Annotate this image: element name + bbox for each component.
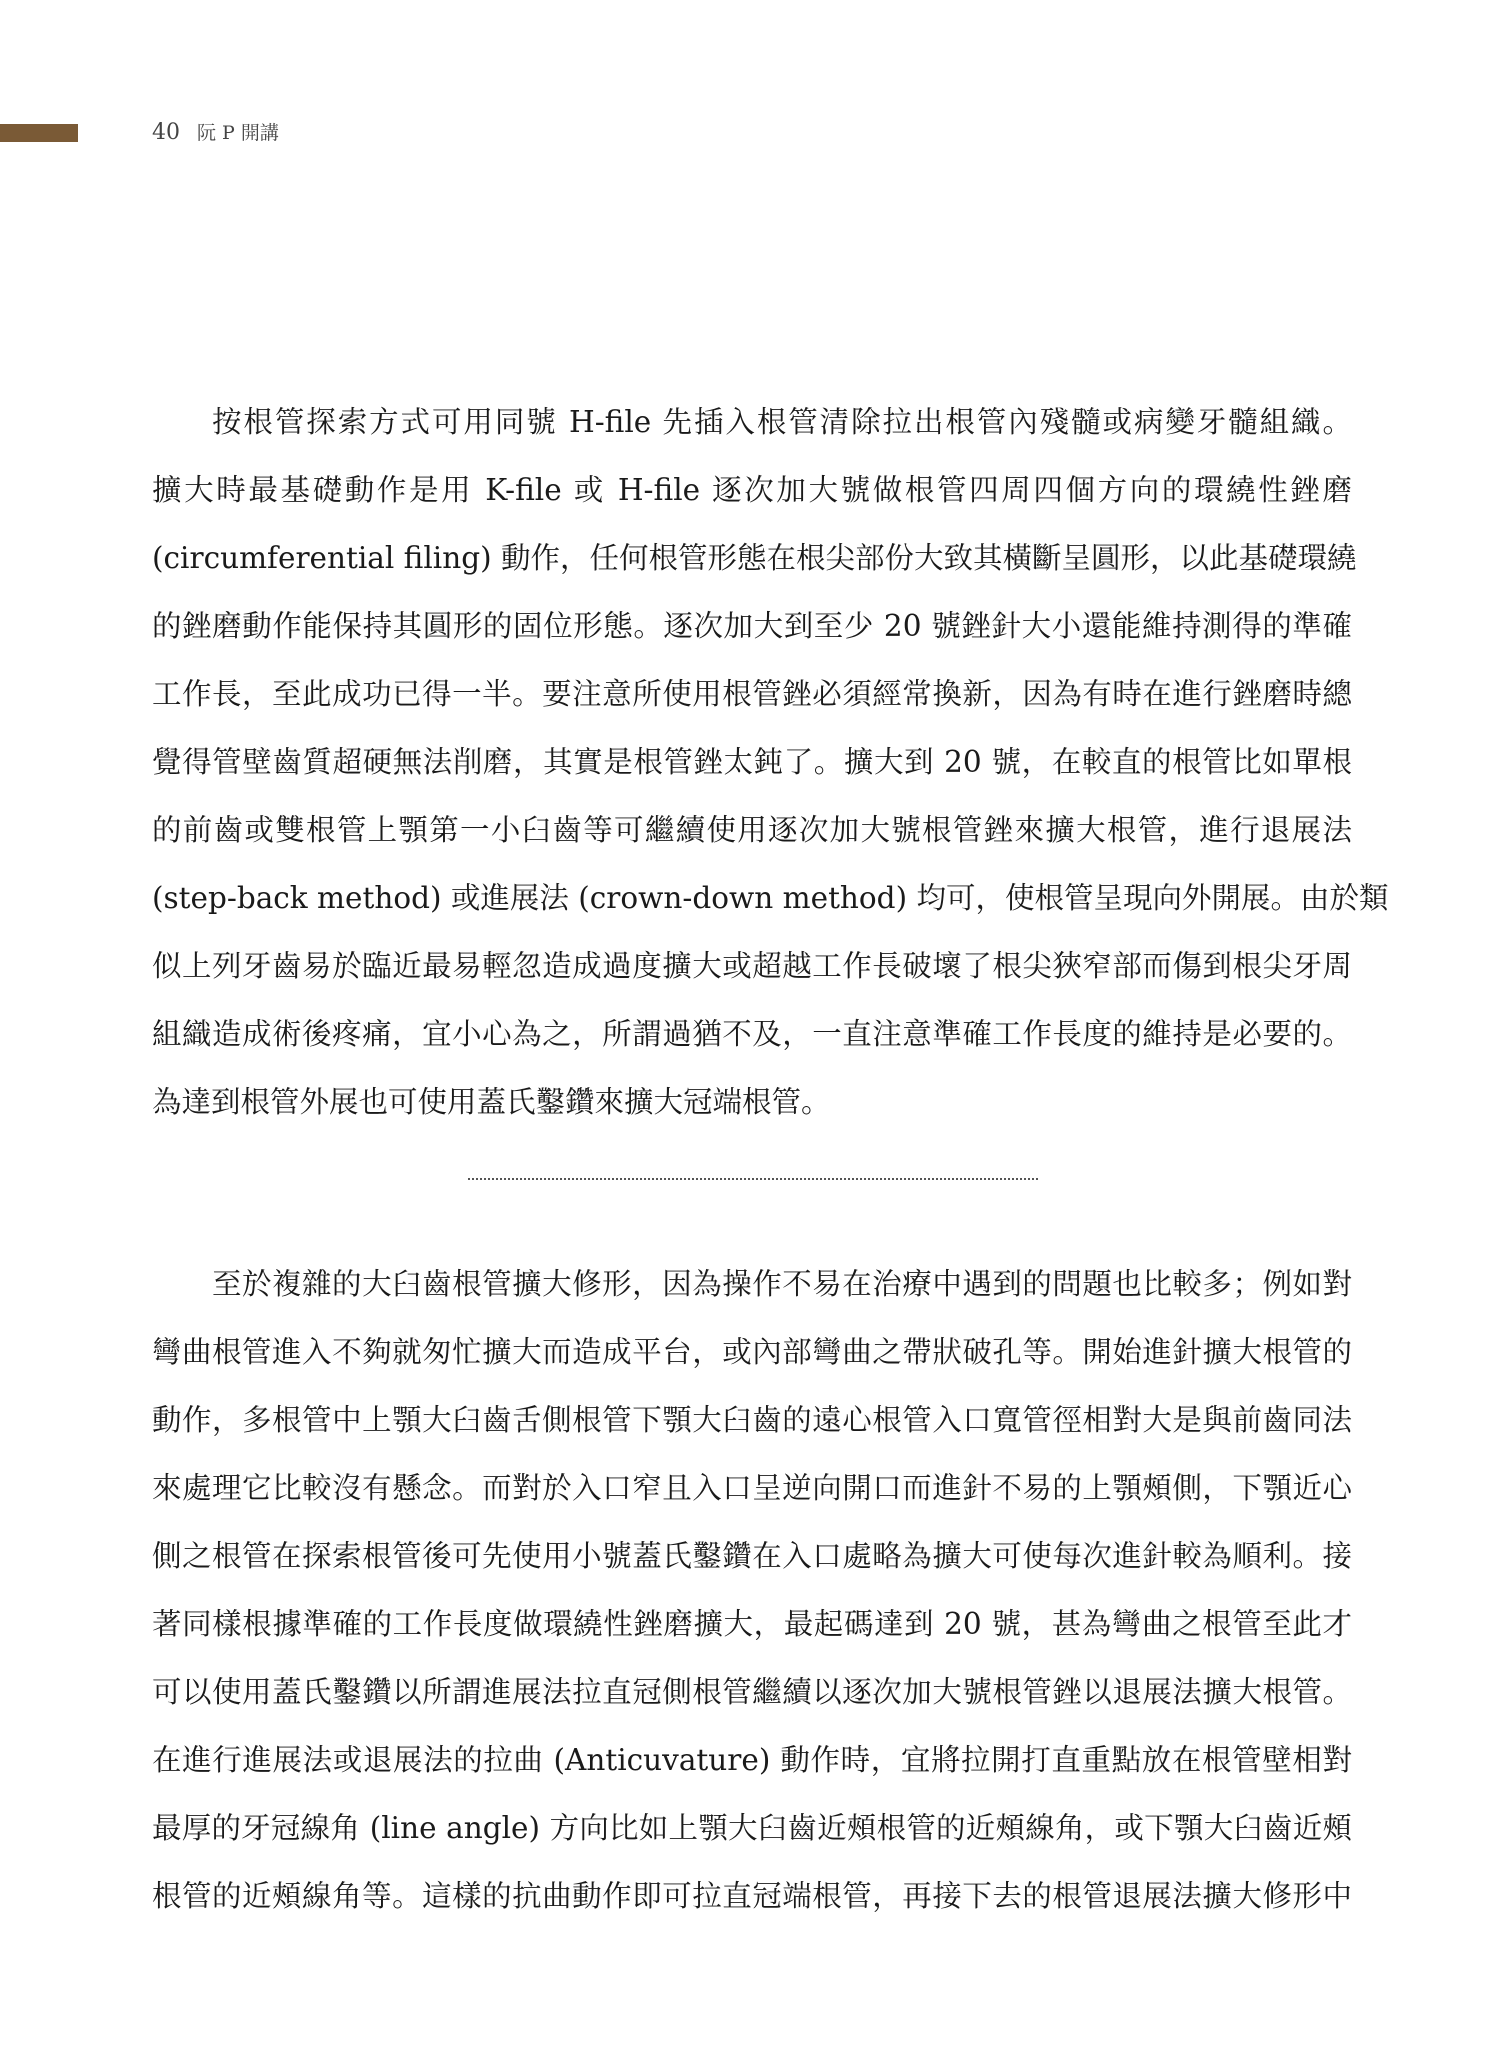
text-line: 最厚的牙冠線角 (line angle) 方向比如上顎大臼齒近頰根管的近頰線角，或下顎大臼齒近頰 <box>152 1811 1352 1845</box>
text-line: (step-back method) 或進展法 (crown-down method) 均可，使根管呈現向外開展。由於類 <box>152 881 1389 915</box>
text-line: 可以使用蓋氏鑿鑽以所謂進展法拉直冠側根管繼續以逐次加大號根管銼以退展法擴大根管。 <box>152 1675 1352 1709</box>
paragraph-1 <box>152 388 1389 1136</box>
text-line: 組織造成術後疼痛，宜小心為之，所謂過猶不及，一直注意準確工作長度的維持是必要的。 <box>152 1017 1352 1051</box>
text-line: 的銼磨動作能保持其圓形的固位形態。逐次加大到至少 20 號銼針大小還能維持測得的準確 <box>152 609 1352 643</box>
text-line: 動作，多根管中上顎大臼齒舌側根管下顎大臼齒的遠心根管入口寬管徑相對大是與前齒同法 <box>152 1403 1352 1437</box>
text-line: 根管的近頰線角等。這樣的抗曲動作即可拉直冠端根管，再接下去的根管退展法擴大修形中 <box>152 1879 1352 1913</box>
text-line: 為達到根管外展也可使用蓋氏鑿鑽來擴大冠端根管。 <box>152 1085 831 1119</box>
running-head <box>152 120 279 146</box>
text-line: (circumferential filing) 動作，任何根管形態在根尖部份大致其橫斷呈圓形，以此基礎環繞 <box>152 541 1357 575</box>
book-title: 阮 P 開講 <box>197 122 279 144</box>
paragraph-2 <box>152 1250 1352 1930</box>
text-line: 至於複雜的大臼齒根管擴大修形，因為操作不易在治療中遇到的問題也比較多；例如對 <box>212 1267 1352 1301</box>
text-line: 的前齒或雙根管上顎第一小臼齒等可繼續使用逐次加大號根管銼來擴大根管，進行退展法 <box>152 813 1352 847</box>
text-line: 擴大時最基礎動作是用 K-file 或 H-file 逐次加大號做根管四周四個方向的環繞性銼磨 <box>152 473 1352 507</box>
text-line: 著同樣根據準確的工作長度做環繞性銼磨擴大，最起碼達到 20 號，甚為彎曲之根管至此才 <box>152 1607 1352 1641</box>
text-line: 來處理它比較沒有懸念。而對於入口窄且入口呈逆向開口而進針不易的上顎頰側，下顎近心 <box>152 1471 1352 1505</box>
section-divider <box>468 1178 1038 1180</box>
text-line: 在進行進展法或退展法的拉曲 (Anticuvature) 動作時，宜將拉開打直重點放在根管壁相對 <box>152 1743 1352 1777</box>
text-line: 工作長，至此成功已得一半。要注意所使用根管銼必須經常換新，因為有時在進行銼磨時總 <box>152 677 1352 711</box>
page-number: 40 <box>152 120 180 145</box>
text-line: 彎曲根管進入不夠就匆忙擴大而造成平台，或內部彎曲之帶狀破孔等。開始進針擴大根管的 <box>152 1335 1352 1369</box>
text-line: 似上列牙齒易於臨近最易輕忽造成過度擴大或超越工作長破壞了根尖狹窄部而傷到根尖牙周 <box>152 949 1352 983</box>
text-line: 覺得管壁齒質超硬無法削磨，其實是根管銼太鈍了。擴大到 20 號，在較直的根管比如單根 <box>152 745 1352 779</box>
text-line: 側之根管在探索根管後可先使用小號蓋氏鑿鑽在入口處略為擴大可使每次進針較為順利。接 <box>152 1539 1352 1573</box>
text-line: 按根管探索方式可用同號 H-file 先插入根管清除拉出根管內殘髓或病變牙髓組織。 <box>212 405 1352 439</box>
header-accent-bar <box>0 124 78 142</box>
